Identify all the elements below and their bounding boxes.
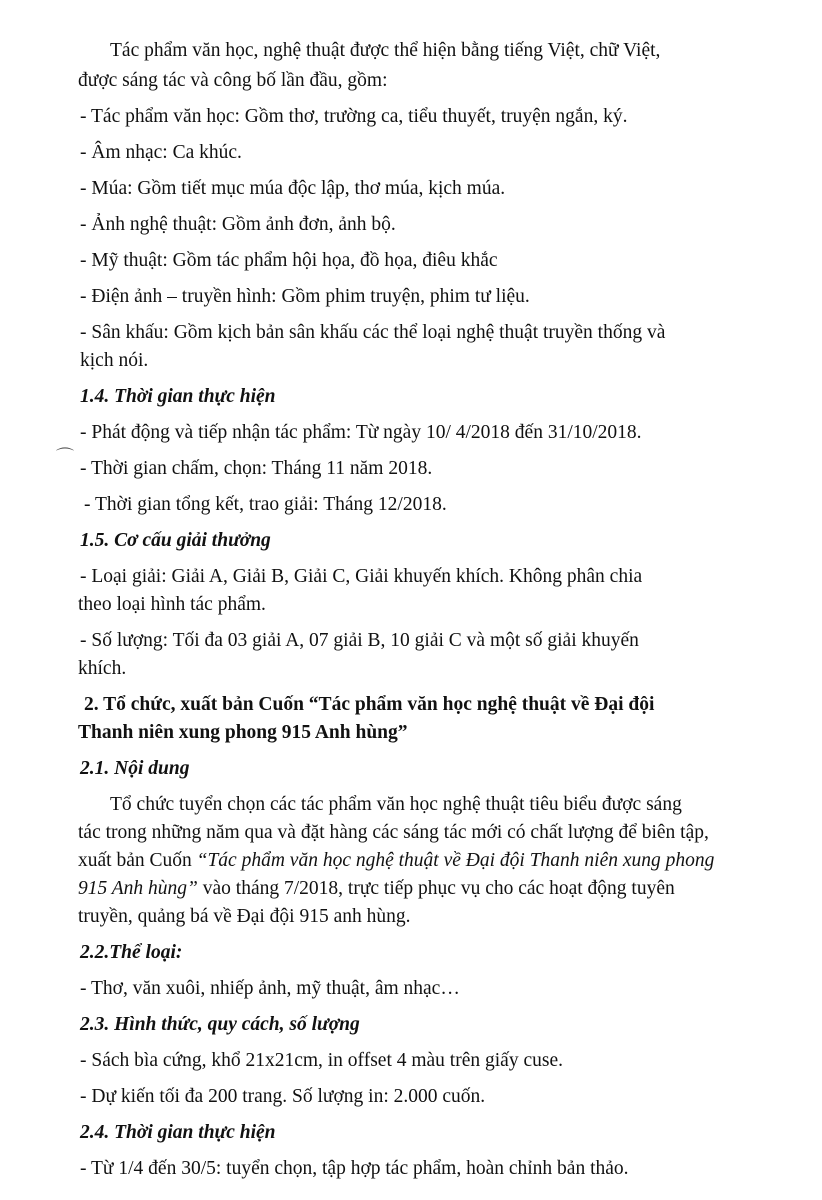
s14-item-judging: - Thời gian chấm, chọn: Tháng 11 năm 2018. [80, 458, 433, 479]
s21-line-5: truyền, quảng bá về Đại đội 915 anh hùng. [78, 906, 411, 927]
section-heading-2-2: 2.2.Thể loại: [80, 942, 183, 963]
s22-item-genres: - Thơ, văn xuôi, nhiếp ảnh, mỹ thuật, âm nhạc… [80, 978, 460, 999]
section-heading-2-4: 2.4. Thời gian thực hiện [80, 1122, 276, 1143]
s23-item-format: - Sách bìa cứng, khổ 21x21cm, in offset 4 màu trên giấy cuse. [80, 1050, 563, 1071]
section-heading-2-line-2: Thanh niên xung phong 915 Anh hùng” [78, 722, 408, 743]
section-heading-1-5: 1.5. Cơ cấu giải thưởng [80, 530, 271, 551]
s15-item-quantity: - Số lượng: Tối đa 03 giải A, 07 giải B, 10 giải C và một số giải khuyến [80, 630, 639, 651]
stray-mark: ⌒ [56, 447, 74, 467]
genre-literature: - Tác phẩm văn học: Gồm thơ, trường ca, tiểu thuyết, truyện ngắn, ký. [80, 106, 628, 127]
s23-item-pages: - Dự kiến tối đa 200 trang. Số lượng in: 2.000 cuốn. [80, 1086, 486, 1107]
s14-item-awards: - Thời gian tổng kết, trao giải: Tháng 12/2018. [84, 494, 447, 515]
s21-line-3-text: xuất bản Cuốn [78, 850, 197, 871]
genre-theatre: - Sân khấu: Gồm kịch bản sân khấu các thể loại nghệ thuật truyền thống và [80, 322, 666, 343]
intro-line-2: được sáng tác và công bố lần đầu, gồm: [78, 70, 388, 91]
s15-item-types: - Loại giải: Giải A, Giải B, Giải C, Giải khuyến khích. Không phân chia [80, 566, 643, 587]
section-heading-2-line-1: 2. Tổ chức, xuất bản Cuốn “Tác phẩm văn học nghệ thuật về Đại đội [84, 694, 655, 715]
book-title-part-2: 915 Anh hùng” [78, 878, 198, 899]
s15-item-types-cont: theo loại hình tác phẩm. [78, 594, 266, 615]
genre-dance: - Múa: Gồm tiết mục múa độc lập, thơ múa, kịch múa. [80, 178, 506, 199]
section-heading-1-4: 1.4. Thời gian thực hiện [80, 386, 276, 407]
genre-photography: - Ảnh nghệ thuật: Gồm ảnh đơn, ảnh bộ. [80, 214, 396, 235]
s21-line-1: Tổ chức tuyển chọn các tác phẩm văn học nghệ thuật tiêu biểu được sáng [110, 794, 682, 815]
genre-film-tv: - Điện ảnh – truyền hình: Gồm phim truyện, phim tư liệu. [80, 286, 530, 307]
genre-theatre-cont: kịch nói. [80, 350, 149, 371]
s14-item-launch: - Phát động và tiếp nhận tác phẩm: Từ ngày 10/ 4/2018 đến 31/10/2018. [80, 422, 642, 443]
s24-item-schedule: - Từ 1/4 đến 30/5: tuyển chọn, tập hợp tác phẩm, hoàn chỉnh bản thảo. [80, 1158, 629, 1179]
section-heading-2-3: 2.3. Hình thức, quy cách, số lượng [80, 1014, 360, 1035]
book-title-part-1: “Tác phẩm văn học nghệ thuật về Đại đội Thanh niên xung phong [196, 850, 715, 871]
s15-item-quantity-cont: khích. [78, 658, 127, 679]
s21-line-4 [78, 876, 675, 902]
section-heading-2-1: 2.1. Nội dung [80, 758, 190, 779]
s21-line-2: tác trong những năm qua và đặt hàng các sáng tác mới có chất lượng để biên tập, [78, 822, 709, 843]
intro-line-1: Tác phẩm văn học, nghệ thuật được thể hiện bằng tiếng Việt, chữ Việt, [110, 40, 661, 61]
genre-music: - Âm nhạc: Ca khúc. [80, 142, 242, 163]
genre-fine-arts: - Mỹ thuật: Gồm tác phẩm hội họa, đồ họa, điêu khắc [80, 250, 498, 271]
s21-line-3 [78, 848, 714, 874]
s21-line-4-text: vào tháng 7/2018, trực tiếp phục vụ cho các hoạt động tuyên [197, 878, 675, 899]
